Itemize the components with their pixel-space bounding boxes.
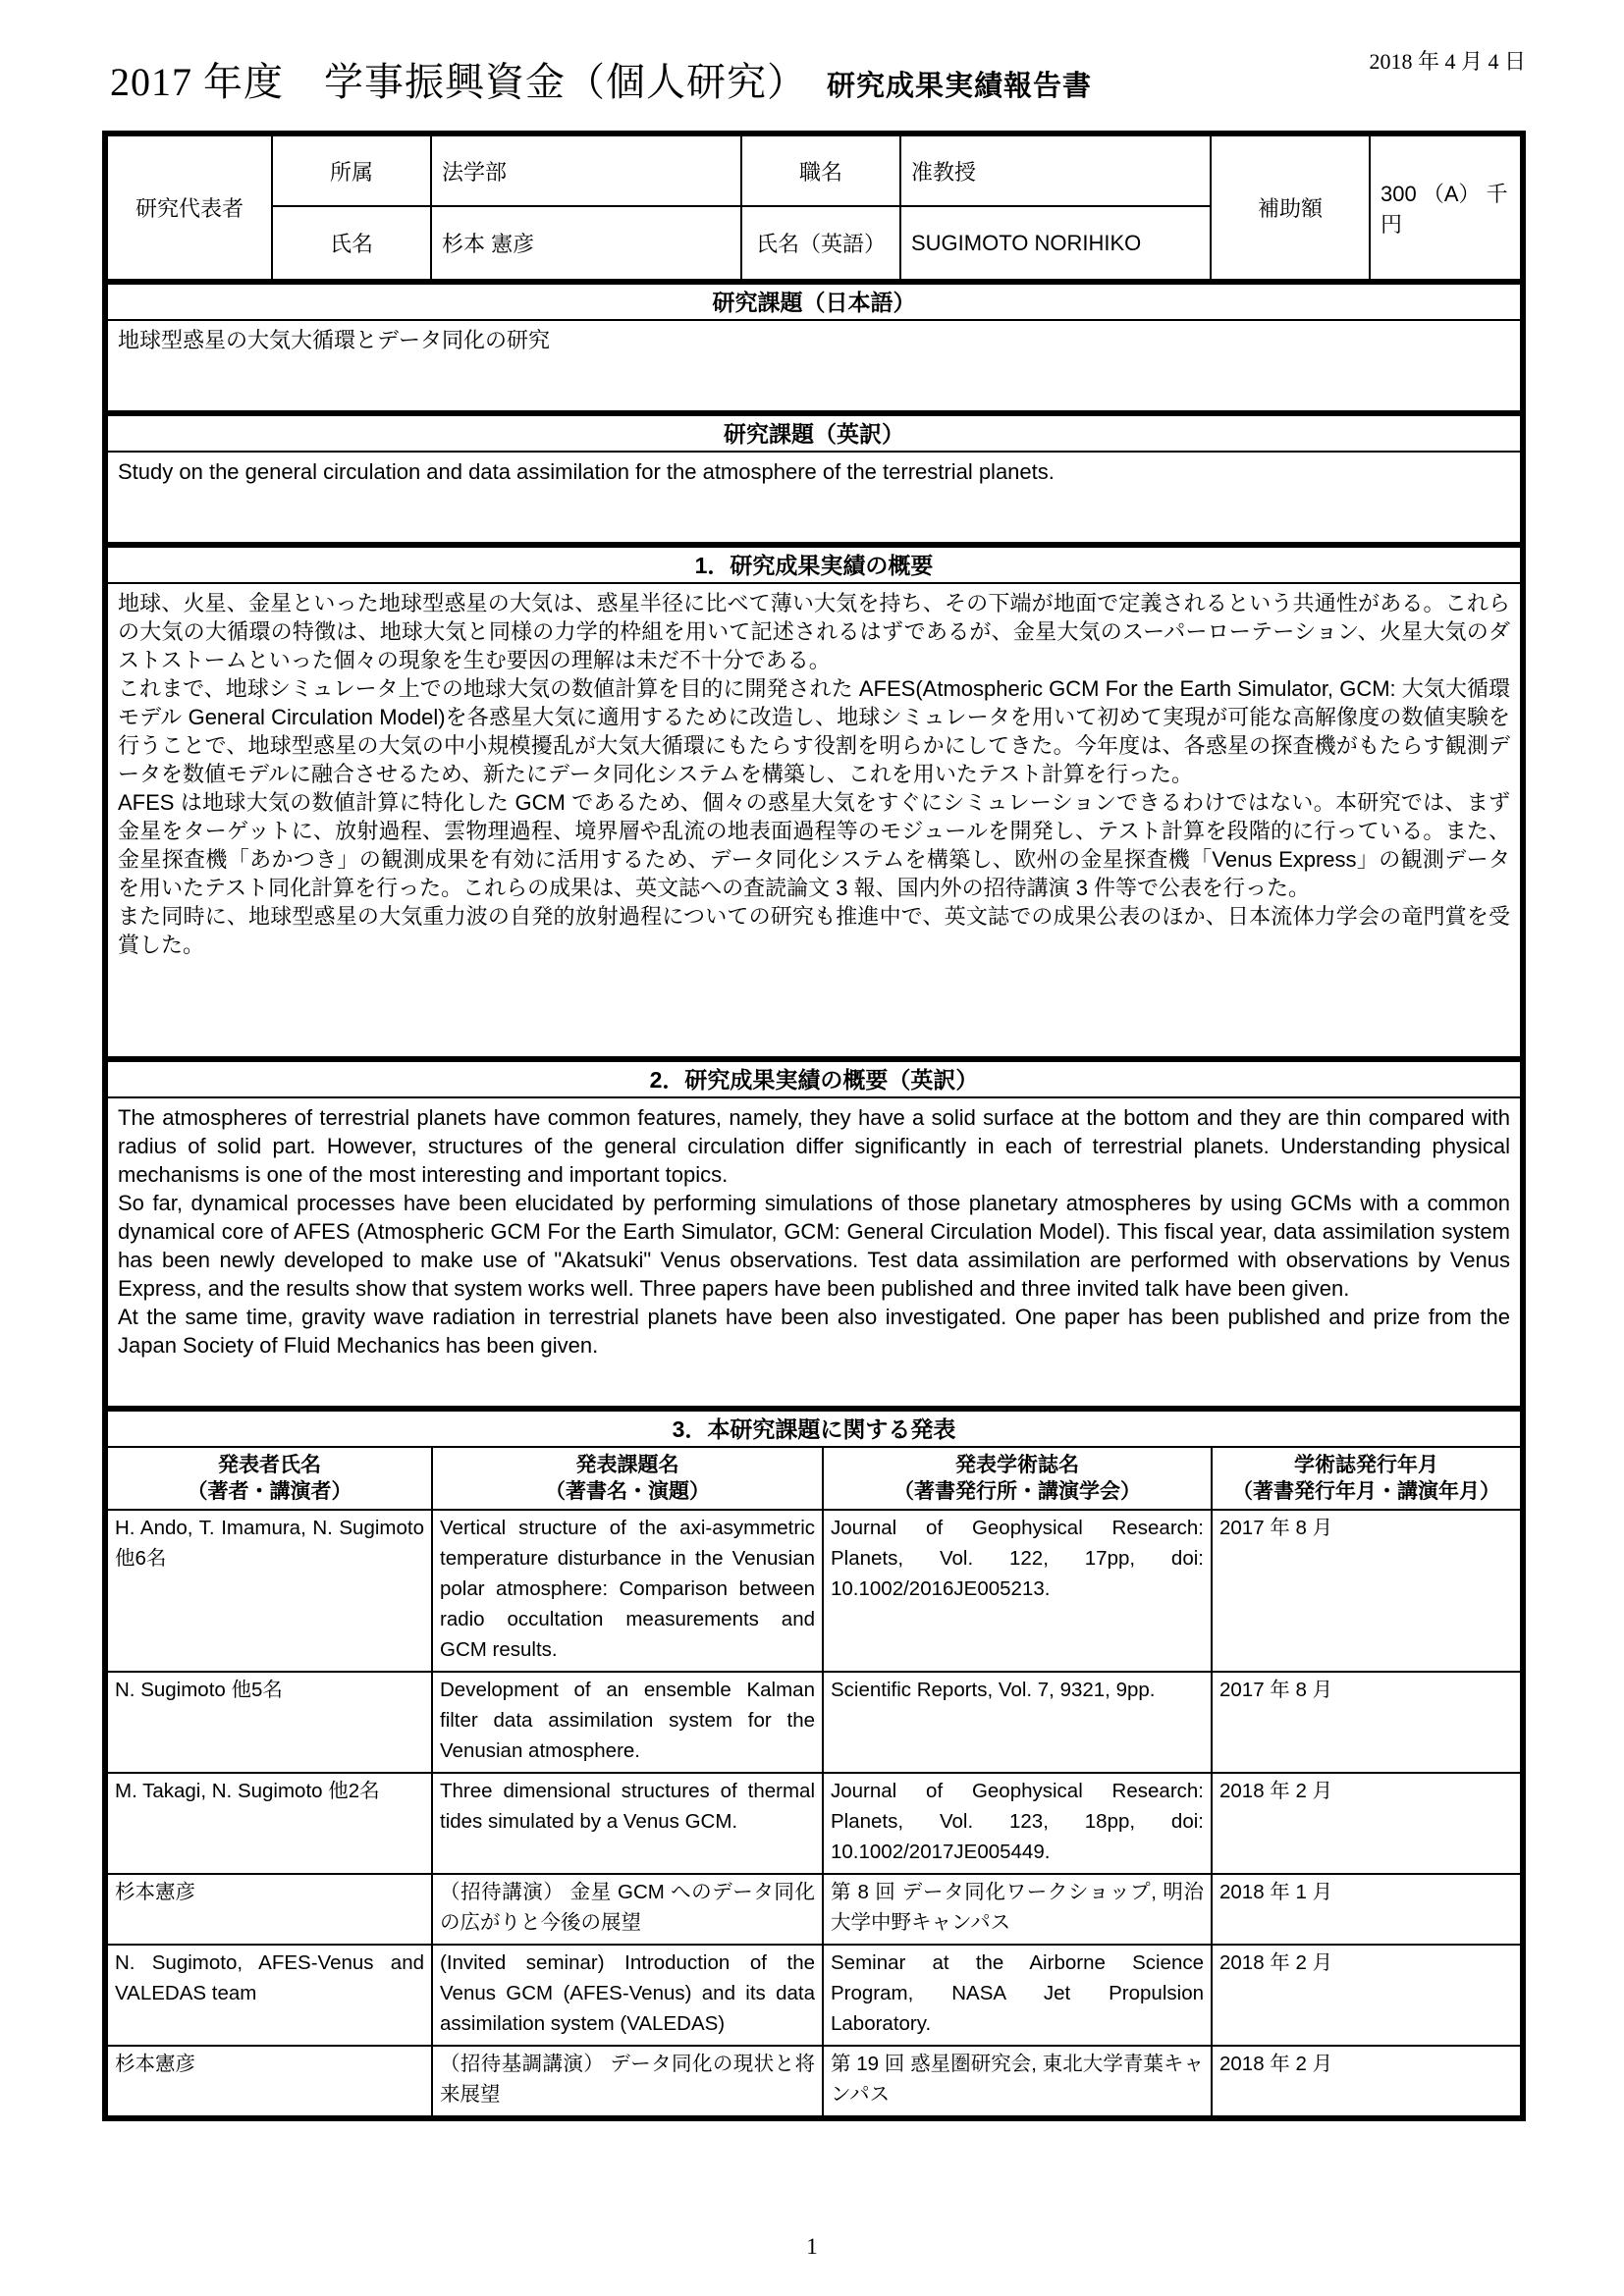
name-value: 杉本 憲彦 — [430, 207, 740, 279]
summary-ja-paragraph: 地球、火星、金星といった地球型惑星の大気は、惑星半径に比べて薄い大気を持ち、その下端が地面で定義されるという共通性がある。これらの大気の大循環の特徴は、地球大気と同様の力学的枠組を用いて記述されるはずであるが、金星大気のスーパーローテーション、火星大気のダストストームといった個々の現象を生む要因の理解は未だ不十分である。 — [118, 591, 1510, 672]
summary-ja-body — [108, 584, 1520, 1056]
research-title-en-heading: 研究課題（英訳） — [108, 416, 1520, 453]
section-research-title-en — [108, 410, 1520, 542]
col-header-authors — [108, 1448, 432, 1510]
section-research-title-ja — [108, 279, 1520, 410]
name-label: 氏名 — [271, 207, 430, 279]
subsidy-value: 300 （A） 千円 — [1369, 136, 1520, 279]
col-header-date-line1: 学術誌発行年月 — [1294, 1454, 1438, 1476]
title-block — [110, 51, 1092, 107]
pub-venue: 第 8 回 データ同化ワークショップ, 明治大学中野キャンパス — [823, 1874, 1212, 1945]
pub-title: Development of an ensemble Kalman filter data assimilation system for the Venusian atmosphere. — [432, 1672, 823, 1773]
publication-row — [108, 1672, 1520, 1773]
pub-title: （招待基調講演） データ同化の現状と将来展望 — [432, 2046, 823, 2115]
col-header-date — [1212, 1448, 1520, 1510]
investigator-role-cell: 研究代表者 — [135, 196, 244, 221]
section-summary-ja — [108, 542, 1520, 1056]
position-value: 准教授 — [899, 136, 1210, 207]
pub-title: Vertical structure of the axi-asymmetric temperature disturbance in the Venusian polar atmosphere: Comparison between radio occultation measurements and GCM results. — [432, 1510, 823, 1672]
report-date: 2018 年 4 月 4 日 — [1369, 49, 1526, 74]
col-header-authors-line1: 発表者氏名 — [218, 1454, 321, 1476]
publication-row — [108, 1773, 1520, 1874]
publication-row — [108, 1945, 1520, 2046]
summary-ja-paragraph: AFES は地球大気の数値計算に特化した GCM であるため、個々の惑星大気をすぐにシミュレーションできるわけではない。本研究では、まず金星をターゲットに、放射過程、雲物理過程、境界層や乱流の地表面過程等のモジュールを開発し、テスト計算を段階的に行っている。また、金星探査機「あかつき」の観測成果を有効に活用するため、データ同化システムを構築し、欧州の金星探査機「Venus Express」の観測データを用いたテスト同化計算を行った。これらの成果は、英文誌への査読論文 3 報、国内外の招待講演 3 件等で公表を行った。 — [118, 790, 1510, 900]
pub-date: 2017 年 8 月 — [1212, 1510, 1520, 1672]
col-header-title-line2: （著書名・演題） — [545, 1480, 710, 1503]
pub-date: 2018 年 2 月 — [1212, 1945, 1520, 2046]
pub-title: Three dimensional structures of thermal tides simulated by a Venus GCM. — [432, 1773, 823, 1874]
investigator-table — [108, 136, 1520, 279]
summary-en-heading: 2．研究成果実績の概要（英訳） — [108, 1062, 1520, 1098]
summary-ja-paragraph: これまで、地球シミュレータ上での地球大気の数値計算を目的に開発された AFES(Atmospheric GCM For the Earth Simulator, GCM: 大気大循環モデル General Circulation Model)を各惑星大気に適用するために改造し、地球シミュレータを用いて初めて実現が可能な高解像度の数値実験を行うことで、地球型惑星の大気の中小規模擾乱が大気大循環にもたらす役割を明らかにしてきた。今年度は、各惑星の探査機がもたらす観測データを数値モデルに融合させるため、新たにデータ同化システムを構築し、これを用いたテスト計算を行った。 — [118, 676, 1510, 786]
summary-en-paragraph: At the same time, gravity wave radiation in terrestrial planets have been also investigated. One paper has been published and prize from the Japan Society of Fluid Mechanics has been given. — [118, 1305, 1510, 1358]
summary-en-body — [108, 1098, 1520, 1406]
col-header-authors-line2: （著者・講演者） — [187, 1480, 352, 1503]
report-frame — [102, 131, 1526, 2121]
col-header-title-line1: 発表課題名 — [575, 1454, 679, 1476]
name-en-label: 氏名（英語） — [740, 207, 899, 279]
publication-row — [108, 2046, 1520, 2115]
research-title-ja-heading: 研究課題（日本語） — [108, 285, 1520, 321]
pub-venue: Seminar at the Airborne Science Program, NASA Jet Propulsion Laboratory. — [823, 1945, 1212, 2046]
col-header-date-line2: （著書発行年月・講演年月） — [1232, 1480, 1500, 1503]
pub-authors: N. Sugimoto, AFES-Venus and VALEDAS team — [108, 1945, 432, 2046]
page-title: 2017 年度 学事振興資金（個人研究） — [110, 60, 807, 104]
pub-venue: Scientific Reports, Vol. 7, 9321, 9pp. — [823, 1672, 1212, 1773]
pub-date: 2018 年 2 月 — [1212, 1773, 1520, 1874]
page-subtitle: 研究成果実績報告書 — [827, 71, 1093, 102]
affiliation-value: 法学部 — [430, 136, 740, 207]
pub-authors: 杉本憲彦 — [108, 2046, 432, 2115]
pub-authors: H. Ando, T. Imamura, N. Sugimoto 他6名 — [108, 1510, 432, 1672]
publication-row — [108, 1510, 1520, 1672]
publications-heading: 3．本研究課題に関する発表 — [108, 1412, 1520, 1448]
pub-venue: 第 19 回 惑星圏研究会, 東北大学青葉キャンパス — [823, 2046, 1212, 2115]
pub-authors: 杉本憲彦 — [108, 1874, 432, 1945]
pub-authors: M. Takagi, N. Sugimoto 他2名 — [108, 1773, 432, 1874]
pub-venue: Journal of Geophysical Research: Planets, Vol. 123, 18pp, doi: 10.1002/2017JE005449. — [823, 1773, 1212, 1874]
research-title-en-text: Study on the general circulation and data assimilation for the atmosphere of the terrestrial planets. — [118, 459, 1055, 484]
pub-date: 2017 年 8 月 — [1212, 1672, 1520, 1773]
pub-date: 2018 年 1 月 — [1212, 1874, 1520, 1945]
section-publications — [108, 1406, 1520, 2115]
publications-table — [108, 1448, 1520, 2115]
pub-title: （招待講演） 金星 GCM へのデータ同化の広がりと今後の展望 — [432, 1874, 823, 1945]
col-header-venue-line1: 発表学術誌名 — [955, 1454, 1079, 1476]
pub-venue: Journal of Geophysical Research: Planets, Vol. 122, 17pp, doi: 10.1002/2016JE005213. — [823, 1510, 1212, 1672]
summary-ja-paragraph: また同時に、地球型惑星の大気重力波の自発的放射過程についての研究も推進中で、英文誌での成果公表のほか、日本流体力学会の竜門賞を受賞した。 — [118, 904, 1510, 957]
col-header-title — [432, 1448, 823, 1510]
summary-ja-heading: 1．研究成果実績の概要 — [108, 548, 1520, 584]
pub-authors: N. Sugimoto 他5名 — [108, 1672, 432, 1773]
pub-date: 2018 年 2 月 — [1212, 2046, 1520, 2115]
publication-row — [108, 1874, 1520, 1945]
col-header-venue-line2: （著書発行所・講演学会） — [893, 1480, 1141, 1503]
position-label: 職名 — [740, 136, 899, 207]
pub-title: (Invited seminar) Introduction of the Venus GCM (AFES-Venus) and its data assimilation system (VALEDAS) — [432, 1945, 823, 2046]
col-header-venue — [823, 1448, 1212, 1510]
publications-header-row — [108, 1448, 1520, 1510]
research-title-ja-text: 地球型惑星の大気大循環とデータ同化の研究 — [118, 328, 551, 352]
affiliation-label: 所属 — [271, 136, 430, 207]
section-summary-en — [108, 1056, 1520, 1406]
page-number: 1 — [806, 2234, 818, 2259]
summary-en-paragraph: So far, dynamical processes have been elucidated by performing simulations of those planetary atmospheres by using GCMs with a common dynamical core of AFES (Atmospheric GCM For the Earth Simulator, GCM: General Circulation Model). This fiscal year, data assimilation system has been newly developed to make use of "Akatsuki" Venus observations. Test data assimilation are performed with observations by Venus Express, and the results show that system works well. Three papers have been published and three invited talk have been given. — [118, 1191, 1510, 1301]
summary-en-paragraph: The atmospheres of terrestrial planets have common features, namely, they have a solid surface at the bottom and they are thin compared with radius of solid part. However, structures of the general circulation differ significantly in each of terrestrial planets. Understanding physical mechanisms is one of the most interesting and important topics. — [118, 1105, 1510, 1187]
subsidy-label: 補助額 — [1210, 136, 1369, 279]
name-en-value: SUGIMOTO NORIHIKO — [899, 207, 1210, 279]
